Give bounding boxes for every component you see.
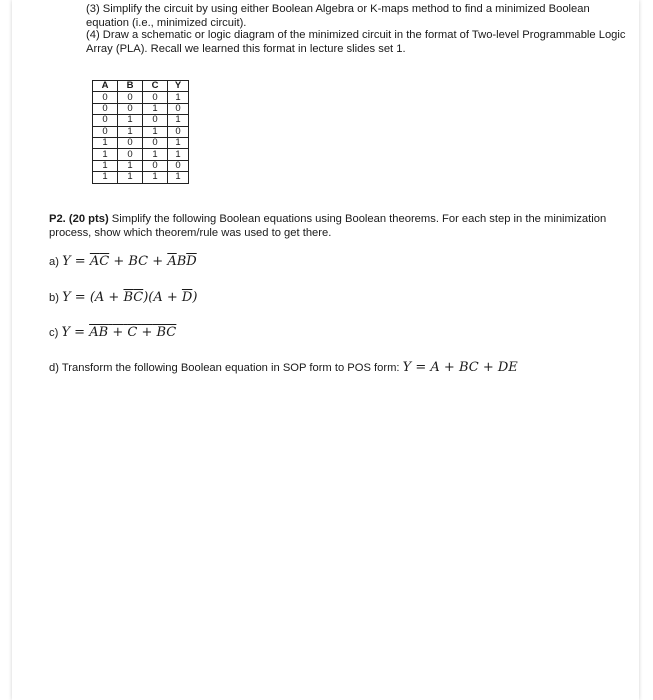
p2-problem — [49, 212, 609, 240]
table-cell: 0 — [143, 92, 168, 103]
table-cell: 0 — [93, 115, 118, 126]
table-cell: 1 — [118, 115, 143, 126]
document-page — [12, 0, 639, 700]
eq-a-plus2: + — [152, 254, 164, 269]
eq-b-label: b) — [49, 292, 59, 304]
table-cell: 0 — [168, 126, 189, 137]
eq-d-equals: = — [415, 360, 427, 375]
table-cell: 1 — [168, 92, 189, 103]
table-row — [93, 149, 189, 160]
table-cell: 0 — [168, 160, 189, 171]
eq-c-plus1: + — [112, 325, 124, 340]
table-cell: 0 — [143, 137, 168, 148]
eq-a-term3-b: B — [176, 254, 187, 269]
table-row — [93, 115, 189, 126]
truth-table-header — [93, 81, 189, 92]
table-cell: 1 — [143, 126, 168, 137]
equation-a — [49, 254, 197, 269]
table-cell: 0 — [93, 92, 118, 103]
table-cell: 1 — [118, 160, 143, 171]
eq-a-term3-a: $\overline{A}$ — [167, 254, 177, 269]
eq-c-term2: C — [127, 325, 138, 340]
equation-d — [49, 360, 518, 375]
table-row — [93, 92, 189, 103]
eq-a-term1-c: $\overline{C}$ — [99, 254, 110, 269]
table-cell: 0 — [118, 103, 143, 114]
table-row — [93, 160, 189, 171]
eq-d-y: Y — [402, 360, 412, 375]
eq-d-math — [403, 360, 518, 375]
header-c: C — [143, 81, 168, 92]
eq-b-p1-b: $\overline{B}$ — [123, 290, 134, 305]
table-cell: 1 — [93, 172, 118, 183]
eq-c-term3: BC — [156, 325, 177, 340]
eq-d-text: d) Transform the following Boolean equation in SOP form to POS form: — [49, 362, 400, 374]
table-cell: 1 — [93, 160, 118, 171]
table-cell: 1 — [143, 103, 168, 114]
table-row — [93, 137, 189, 148]
item-4-text: (4) Draw a schematic or logic diagram of the minimized circuit in the format of Two-level Programmable Logic Array (PLA). Recall we learned this format in lecture slides set 1. — [86, 29, 626, 55]
table-cell: 0 — [143, 115, 168, 126]
eq-b-p2-close: ) — [192, 290, 198, 305]
table-cell: 1 — [143, 172, 168, 183]
p2-text: Simplify the following Boolean equations using Boolean theorems. For each step in the minimization process, show which theorem/rule was used to get there. — [49, 213, 607, 239]
table-cell: 0 — [93, 103, 118, 114]
eq-a-term2: BC — [128, 254, 149, 269]
eq-b-p1-open: (A + — [89, 290, 124, 305]
eq-c-equals: = — [74, 325, 86, 340]
table-row — [93, 103, 189, 114]
eq-a-plus1: + — [113, 254, 125, 269]
table-cell: 0 — [168, 103, 189, 114]
eq-b-math — [62, 290, 197, 305]
eq-c-plus2: + — [141, 325, 153, 340]
truth-table-body — [93, 92, 189, 183]
header-b: B — [118, 81, 143, 92]
table-cell: 0 — [118, 149, 143, 160]
table-cell: 0 — [118, 137, 143, 148]
table-cell: 1 — [143, 149, 168, 160]
table-cell: 1 — [93, 149, 118, 160]
eq-c-term1: AB — [89, 325, 109, 340]
eq-c-y: Y — [61, 325, 71, 340]
table-cell: 1 — [168, 149, 189, 160]
eq-b-y: Y — [62, 290, 71, 305]
eq-b-equals: = — [74, 290, 86, 305]
equation-c — [49, 325, 176, 340]
eq-b-p2-d: $\overline{D}$ — [181, 290, 193, 305]
item-3-text: (3) Simplify the circuit by using either Boolean Algebra or K-maps method to find a minimized Boolean equation (i.e., minimized circuit). — [86, 3, 590, 29]
eq-c-overlined-group — [89, 325, 176, 340]
table-cell: 0 — [143, 160, 168, 171]
eq-a-math — [62, 254, 197, 269]
table-row — [93, 126, 189, 137]
eq-a-label: a) — [49, 256, 59, 268]
p2-label: P2. (20 pts) — [49, 213, 109, 225]
eq-a-term3-d: $\overline{D}$ — [186, 254, 197, 269]
table-cell: 1 — [118, 172, 143, 183]
equation-b — [49, 290, 197, 305]
eq-a-term1-a: $\overline{A}$ — [89, 254, 100, 269]
table-cell: 1 — [118, 126, 143, 137]
table-row — [93, 172, 189, 183]
table-cell: 1 — [93, 137, 118, 148]
truth-table — [92, 80, 189, 184]
eq-b-p2-open: (A + — [148, 290, 182, 305]
eq-c-label: c) — [49, 327, 59, 339]
header-a: A — [93, 81, 118, 92]
eq-a-equals: = — [74, 254, 86, 269]
table-cell: 1 — [168, 172, 189, 183]
eq-a-y: Y — [62, 254, 71, 269]
table-cell: 1 — [168, 115, 189, 126]
table-cell: 1 — [168, 137, 189, 148]
table-cell: 0 — [118, 92, 143, 103]
eq-d-expression: A + BC + DE — [430, 360, 518, 375]
header-y: Y — [168, 81, 189, 92]
table-cell: 0 — [93, 126, 118, 137]
eq-b-p1-close: ) — [143, 290, 149, 305]
eq-c-math — [61, 325, 176, 340]
eq-b-p1-c: $\overline{C}$ — [133, 290, 144, 305]
